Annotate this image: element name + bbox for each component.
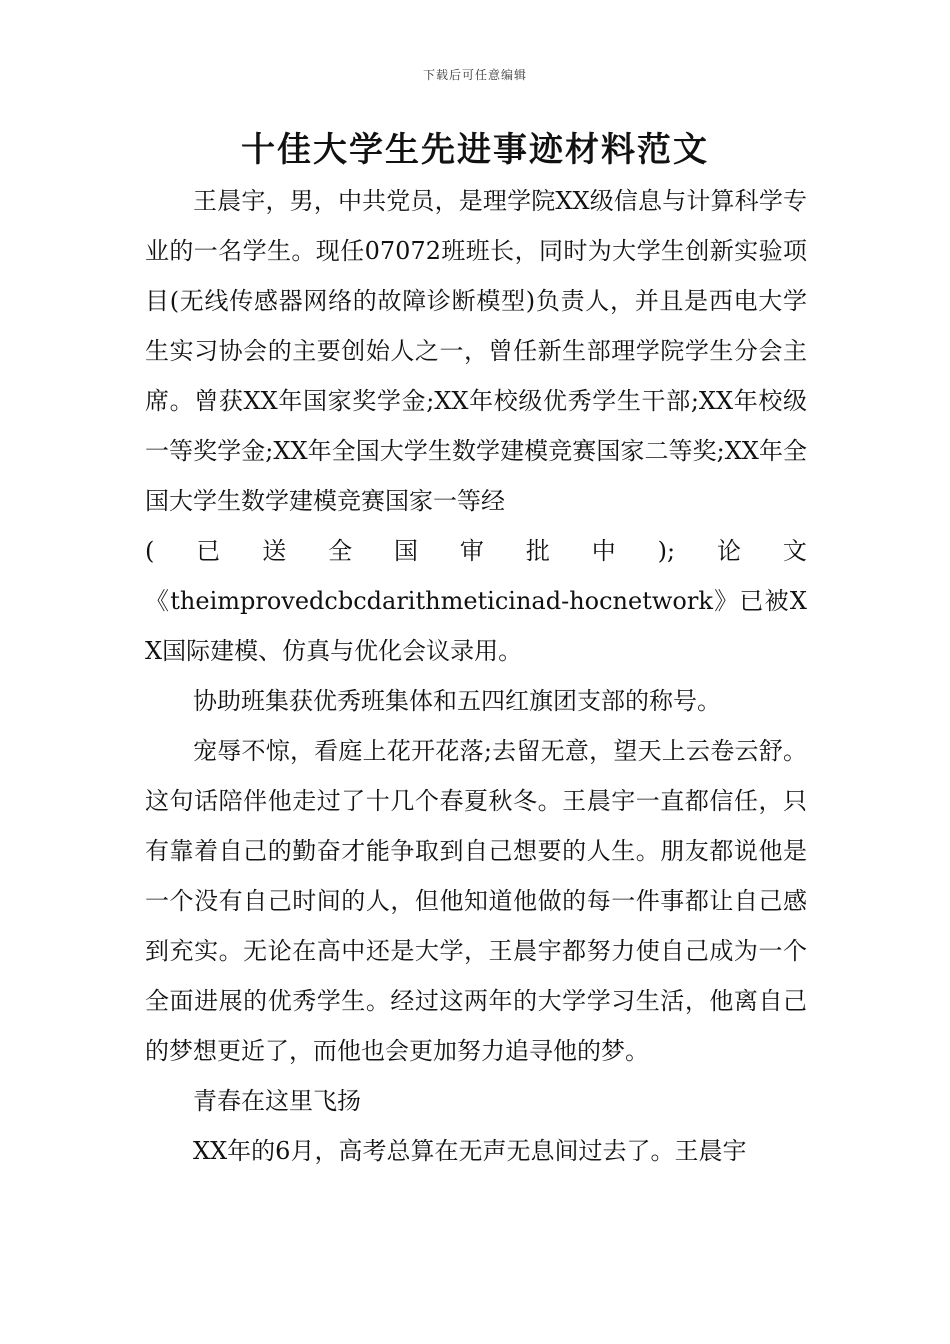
header-note: 下载后可任意编辑	[422, 68, 527, 82]
paragraph-gaokao: XX年的6月，高考总算在无声无息间过去了。王晨宇	[193, 1137, 747, 1165]
section-heading: 青春在这里飞扬	[193, 1087, 361, 1115]
document-title: 十佳大学生先进事迹材料范文	[241, 130, 709, 170]
paragraph-class-honor: 协助班集获优秀班集体和五四红旗团支部的称号。	[193, 687, 721, 715]
spread-char: (	[145, 537, 155, 565]
spread-char: 论	[716, 537, 741, 565]
spread-char: 批	[525, 537, 550, 565]
paragraph-motto: 宠辱不惊，看庭上花开花落;去留无意，望天上云卷云舒。这句话陪伴他走过了十几个春夏秋冬。王晨宇一直都信任，只有靠着自己的勤奋才能争取到自己想要的人生。朋友都说他是一个没有自己时间的人，但他知道他做的每一件事都让自己感到充实。无论在高中还是大学，王晨宇都努力使自己成为一个全面进展的优秀学生。经过这两年的大学学习生活，他离自己的梦想更近了，而他也会更加努力追寻他的梦。	[145, 737, 807, 1065]
document-body	[145, 176, 807, 1176]
paragraph-intro-spread-line	[145, 526, 807, 576]
spread-char: 中	[591, 537, 616, 565]
spread-char: 国	[394, 537, 418, 565]
paragraph-intro: 王晨宇，男，中共党员，是理学院XX级信息与计算科学专业的一名学生。现任07072班班长，同时为大学生创新实验项目(无线传感器网络的故障诊断模型)负责人，并且是西电大学生实习协会的主要创始人之一，曾任新生部理学院学生分会主席。曾获XX年国家奖学金;XX年校级优秀学生干部;XX年校级一等奖学金;XX年全国大学生数学建模竞赛国家二等奖;XX年全国大学生数学建模竞赛国家一等经	[145, 187, 807, 515]
spread-char: 审	[459, 537, 484, 565]
spread-char: );	[657, 537, 676, 565]
spread-char: 已	[196, 537, 221, 565]
spread-char: 全	[328, 537, 353, 565]
spread-char: 文	[782, 537, 807, 565]
paragraph-intro-paper: 《theimprovedcbcdarithmeticinad-hocnetwork》已被XX国际建模、仿真与优化会议录用。	[145, 587, 807, 665]
spread-char: 送	[262, 537, 287, 565]
